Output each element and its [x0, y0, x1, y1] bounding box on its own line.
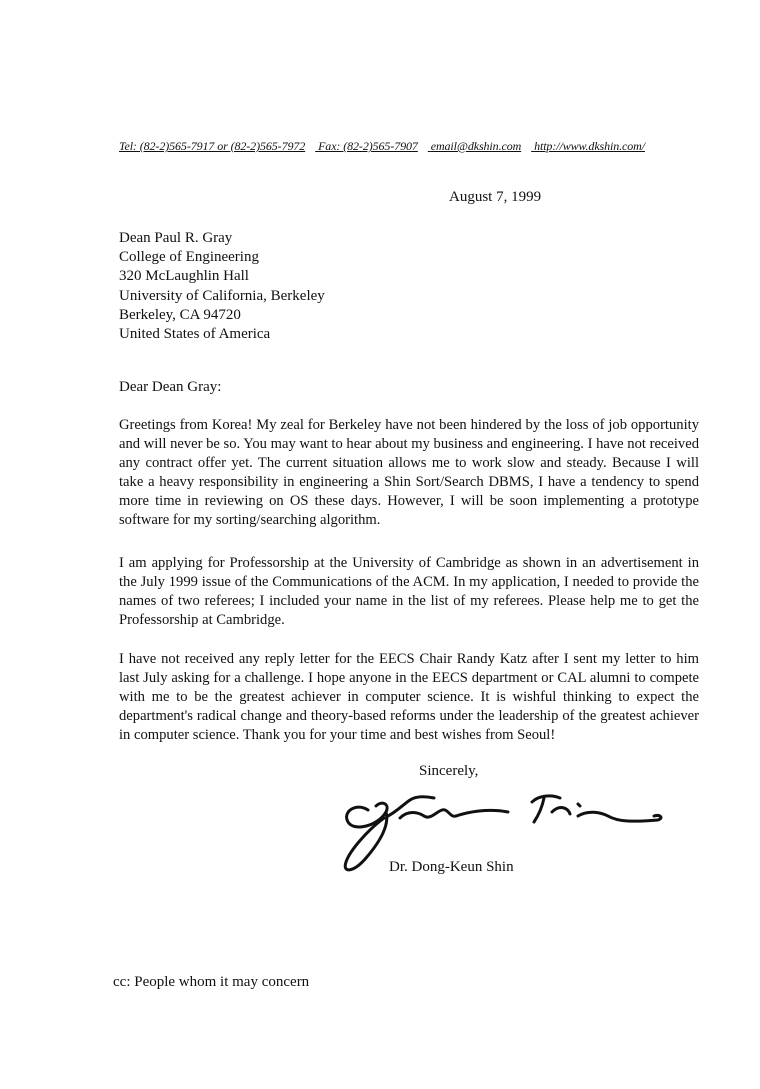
email-address: email@dkshin.com: [430, 139, 522, 153]
telephone-numbers: Tel: (82-2)565-7917 or (82-2)565-7972: [119, 139, 306, 153]
recipient-address: [119, 229, 325, 344]
letterhead-contact-line: [119, 139, 699, 154]
fax-number: Fax: (82-2)565-7907: [318, 139, 418, 153]
body-paragraph-3: I have not received any reply letter for the EECS Chair Randy Katz after I sent my letter to him last July asking for a challenge. I hope anyone in the EECS department or CAL alumni to compete with me to be the greatest achiever in computer science. It is wishful thinking to expect the department's radical change and theory-based reforms under the leadership of the greatest achiever in computer science. Thank you for your time and best wishes from Seoul!: [119, 651, 699, 743]
recipient-city: Berkeley, CA 94720: [119, 306, 241, 323]
letter-date: August 7, 1999: [449, 189, 542, 205]
website-url: http://www.dkshin.com/: [534, 139, 645, 153]
recipient-name: Dean Paul R. Gray: [119, 230, 233, 246]
recipient-country: United States of America: [119, 326, 271, 343]
recipient-university: University of California, Berkeley: [119, 287, 325, 304]
signer-name: Dr. Dong-Keun Shin: [389, 859, 514, 875]
closing: Sincerely,: [419, 763, 479, 779]
body-paragraph-1: Greetings from Korea! My zeal for Berkeley have not been hindered by the loss of job opportunity and will never be so. You may want to hear about my business and engineering. I have not received any contract offer yet. The current situation allows me to work slow and steady. Because I will take a heavy responsibility in engineering a Shin Sort/Search DBMS, I have a tendency to spend more time in reviewing on OS these days. However, I will be soon implementing a prototype software for my sorting/searching algorithm.: [119, 417, 699, 528]
recipient-office: 320 McLaughlin Hall: [119, 268, 249, 285]
body-paragraph-2: I am applying for Professorship at the University of Cambridge as shown in an advertisement in the July 1999 issue of the Communications of the ACM. In my application, I needed to provide the names of two referees; I included your name in the list of my referees. Please help me to get the Professorship at Cambridge.: [119, 555, 699, 628]
recipient-college: College of Engineering: [119, 249, 259, 266]
carbon-copy-line: cc: People whom it may concern: [113, 974, 310, 990]
salutation: Dear Dean Gray:: [119, 379, 222, 395]
